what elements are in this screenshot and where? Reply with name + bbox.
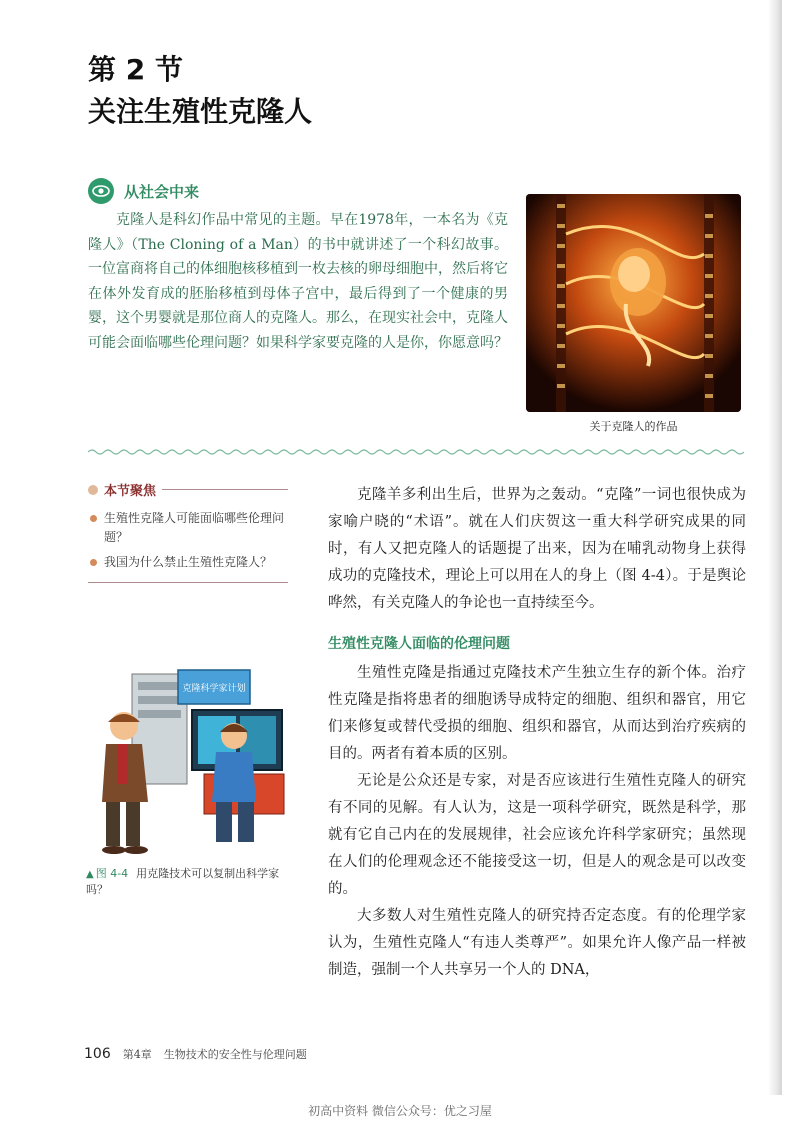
intro-header <box>88 178 199 204</box>
section-title: 关注生殖性克隆人 <box>88 95 313 128</box>
cloned-scientist-illustration <box>92 662 297 862</box>
figure-caption-text: 用克隆技术可以复制出科学家吗？ <box>86 867 280 896</box>
triangle-icon: ▲ <box>86 869 94 880</box>
focus-header <box>88 480 288 499</box>
figure-number: 图 4-4 <box>95 867 129 880</box>
photo-caption: 关于克隆人的作品 <box>589 420 678 433</box>
focus-list <box>88 509 288 572</box>
figure-caption <box>86 866 296 897</box>
watermark-text: 初高中资料 微信公众号：优之习屋 <box>308 1104 492 1118</box>
body-paragraph-2: 生殖性克隆是指通过克隆技术产生独立生存的新个体。治疗性克隆是指将患者的细胞诱导成特定的细胞、组织和器官，用它们来修复或替代受损的细胞、组织和器官，从而达到治疗疾病的目的。两者有着本质的区别。 <box>328 665 746 762</box>
cloning-artwork-photo <box>526 194 741 412</box>
focus-rule <box>162 489 288 490</box>
body-paragraph-3: 无论是公众还是专家，对是否应该进行生殖性克隆人的研究有不同的见解。有人认为，这是一项科学研究，既然是科学，那就有它自己内在的发展规律，社会应该允许科学家研究；虽然现在人们的伦理观念还不能接受这一切，但是人的观念是可以改变的。 <box>328 773 746 897</box>
wavy-divider <box>88 446 744 458</box>
section-focus-box <box>88 480 288 583</box>
page-number: 106 <box>84 1046 111 1062</box>
subsection-heading: 生殖性克隆人面临的伦理问题 <box>328 636 510 652</box>
illustration-sign: 克隆科学家计划 <box>182 684 246 694</box>
intro-label: 从社会中来 <box>124 182 200 201</box>
page-footer <box>84 1046 307 1062</box>
page-margin <box>782 0 800 1132</box>
focus-title: 本节聚焦 <box>104 484 157 499</box>
focus-item: 我国为什么禁止生殖性克隆人？ <box>88 553 288 572</box>
body-paragraph-1: 克隆羊多利出生后，世界为之轰动。“克隆”一词也很快成为家喻户晓的“术语”。就在人们庆贺这一重大科学研究成果的同时，有人又把克隆人的话题提了出来，因为在哺乳动物身上获得成功的克隆技术，理论上可以用在人的身上（图 4-4）。于是舆论哗然，有关克隆人的争论也一直持续至今。 <box>328 487 746 611</box>
dot-icon <box>88 485 98 495</box>
body-paragraph-4: 大多数人对生殖性克隆人的研究持否定态度。有的伦理学家认为，生殖性克隆人“有违人类尊严”。如果允许人像产品一样被制造，强制一个人共享另一个人的 DNA， <box>328 908 746 978</box>
footer-chapter-title: 生物技术的安全性与伦理问题 <box>163 1048 307 1061</box>
intro-paragraph: 克隆人是科幻作品中常见的主题。早在1978年，一本名为《克隆人》（The Cloning of a Man）的书中就讲述了一个科幻故事。一位富商将自己的体细胞核移植到一枚去核的卵母细胞中，然后将它在体外发育成的胚胎移植到母体子宫中，最后得到了一个健康的男婴，这个男婴就是那位商人的克隆人。那么，在现实社会中，克隆人可能会面临哪些伦理问题？如果科学家要克隆的人是你，你愿意吗？ <box>88 212 508 351</box>
eye-icon <box>88 178 114 204</box>
footer-chapter: 第4章 <box>122 1048 152 1061</box>
section-number: 第 2 节 <box>88 53 183 86</box>
focus-bottom-rule <box>88 582 288 583</box>
focus-item: 生殖性克隆人可能面临哪些伦理问题？ <box>88 509 288 547</box>
page-edge-shadow <box>768 0 782 1095</box>
main-body-text <box>328 482 746 984</box>
